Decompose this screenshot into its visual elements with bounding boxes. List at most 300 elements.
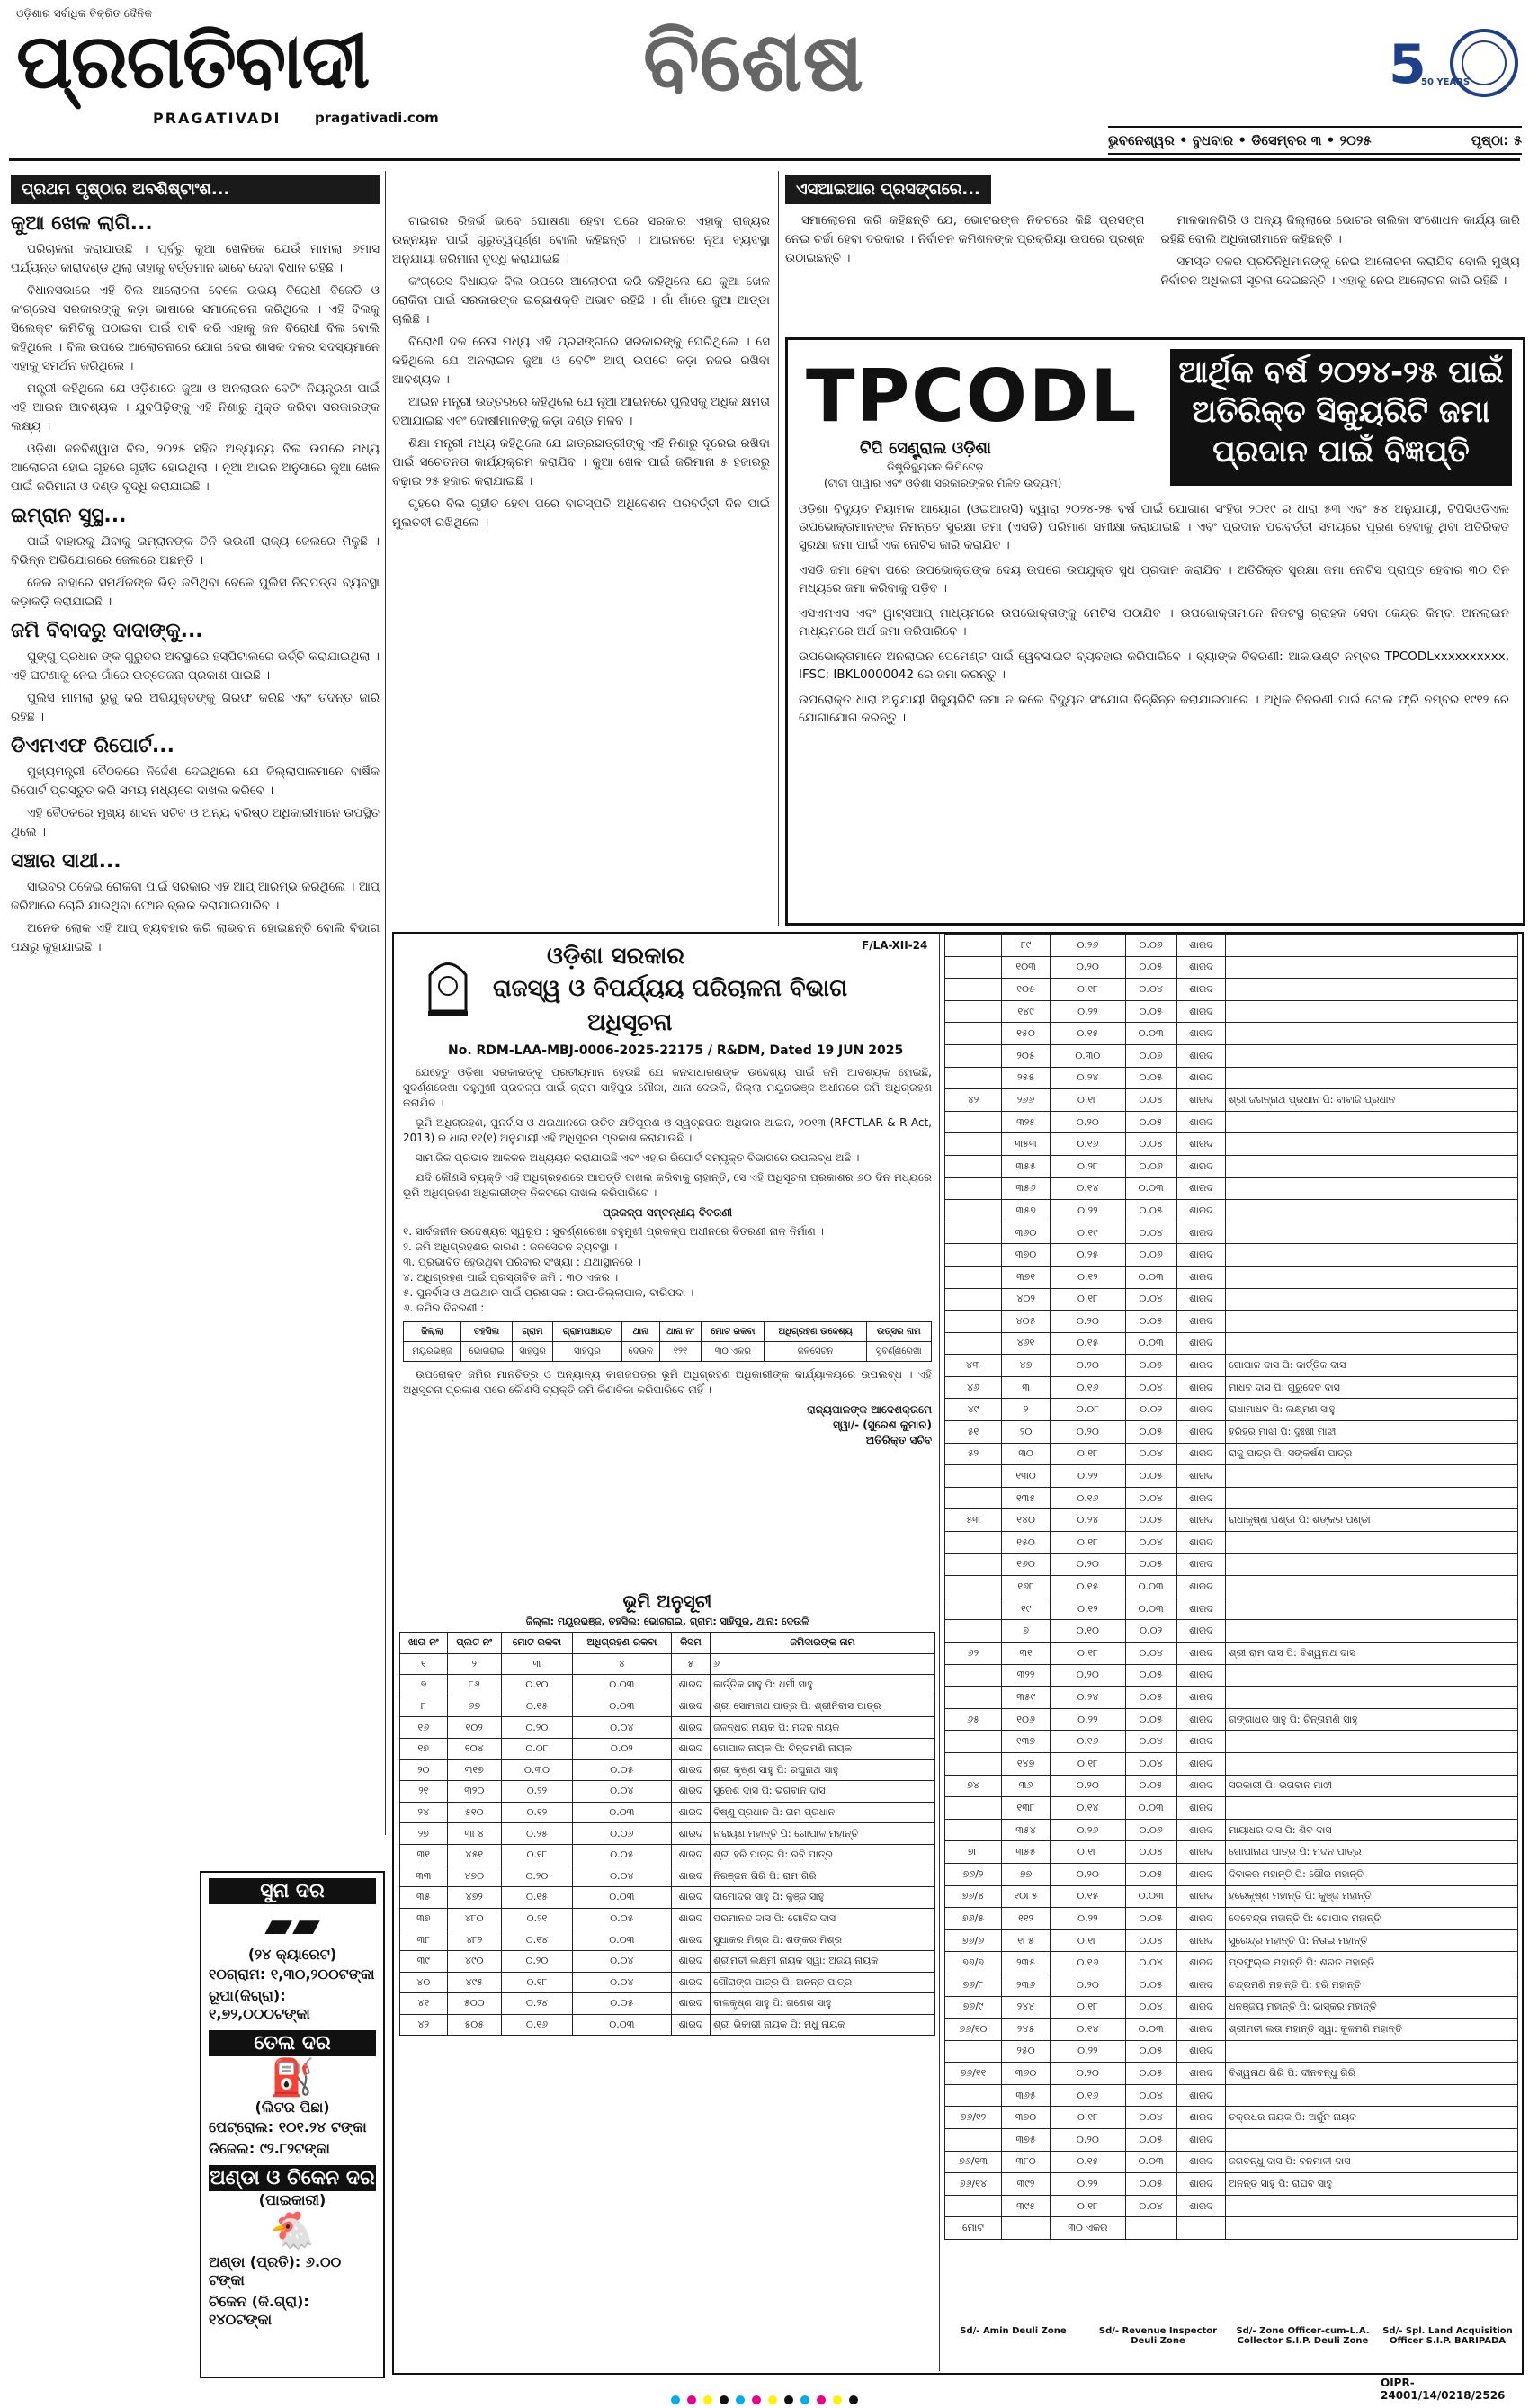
table-row	[945, 2107, 1518, 2129]
table-cell	[1226, 1177, 1518, 1200]
table-cell: ୦.୧୨	[1051, 1266, 1125, 1288]
table-cell: ୦.୦୪	[572, 1972, 671, 1993]
table-cell	[945, 2195, 1002, 2217]
schedule-subtitle: ଜିଲ୍ଲା: ମୟୂରଭଞ୍ଜ, ତହସିଲ: ଭୋଗରାଇ, ଗ୍ରାମ: ସାହିପୁର, ଥାନା: ଦେଉଳି	[525, 1616, 809, 1627]
table-row	[945, 1553, 1518, 1576]
table-cell: ୦.୦୪	[1125, 1996, 1176, 2019]
table-cell: ଶାରଦ	[1176, 2019, 1226, 2041]
government-title: ଓଡ଼ିଶା ସରକାର	[547, 943, 685, 970]
table-cell: ଶାରଦ	[1176, 1421, 1226, 1444]
table-row	[945, 1509, 1518, 1532]
table-cell: ପରମାନନ୍ଦ ଦାସ ପି: ଗୋବିନ୍ଦ ଦାସ	[711, 1908, 935, 1929]
table-cell: ୭୪	[945, 1775, 1002, 1797]
table-row	[400, 1738, 935, 1759]
table-cell	[945, 2040, 1002, 2063]
table-cell	[1226, 1797, 1518, 1820]
table-row	[945, 1443, 1518, 1465]
table-cell: ୭	[1001, 1620, 1050, 1643]
table-cell: ୧୩୮	[1001, 1797, 1050, 1820]
story-continuation-column	[392, 212, 770, 536]
table-cell	[1226, 1311, 1518, 1333]
table-cell: ଶାରଦ	[1176, 956, 1226, 979]
table-cell: ଶାରଦ	[1176, 1974, 1226, 1996]
table-cell: ଶାରଦ	[1176, 1067, 1226, 1089]
table-cell: ଶାରଦ	[1176, 2084, 1226, 2107]
table-cell: ଶାରଦ	[1176, 1222, 1226, 1244]
table-cell: ୩୫୬	[1001, 1177, 1050, 1200]
story-headline: ଇମ୍ରାନ ସୁସ୍ଥ...	[11, 505, 127, 527]
table-cell: ୦.୦୪	[572, 1866, 671, 1887]
table-cell: ଜଳସେଚନ	[764, 1342, 866, 1362]
table-cell: ଶ୍ରୀ ରାମ ଦାସ ପି: ବିଶ୍ୱନାଥ ଦାସ	[1226, 1643, 1518, 1665]
table-cell: ସୁଧାକର ମିଶ୍ର ପି: ଶଙ୍କର ମିଶ୍ର	[711, 1929, 935, 1951]
table-row	[945, 2151, 1518, 2173]
table-cell: ୩୭	[400, 1908, 448, 1929]
table-cell: ୩୯	[400, 1950, 448, 1972]
diesel-rate: ଡିଜେଲ: ୯୨.୮୨ଟଙ୍କା	[209, 2140, 330, 2157]
table-row	[945, 1111, 1518, 1133]
table-cell: ୦.୩୦	[501, 1759, 572, 1781]
table-cell: ୦.୦୫	[572, 1993, 671, 2015]
table-cell: ୪୯୦	[447, 1950, 501, 1972]
table-row	[945, 1797, 1518, 1820]
table-row	[945, 1222, 1518, 1244]
table-cell: ଶାରଦ	[1176, 1664, 1226, 1687]
table-row	[400, 1972, 935, 1993]
table-cell: ଉତ୍ସର ନାମ	[866, 1322, 931, 1342]
table-cell: ମୋଟ	[945, 2217, 1002, 2240]
table-cell	[945, 1133, 1002, 1156]
table-cell: ୦.୧୮	[1051, 1643, 1125, 1665]
table-cell: ୦.୦୨	[1125, 1620, 1176, 1643]
table-row	[945, 1819, 1518, 1841]
table-cell: ୩୮	[400, 1929, 448, 1951]
table-cell: ୩୨୨	[1001, 1664, 1050, 1687]
table-cell: ୦.୨୦	[501, 1866, 572, 1887]
table-cell	[1226, 2217, 1518, 2240]
gold-rate: ୧୦ଗ୍ରାମ: ୧,୩୦,୨୦୦ଟଙ୍କା	[209, 1965, 375, 1983]
table-row	[945, 1576, 1518, 1598]
table-cell: ୩୧୭	[447, 1759, 501, 1781]
table-cell: ୪୦	[400, 1972, 448, 1993]
table-cell	[1226, 1598, 1518, 1620]
table-cell: ୦.୦୫	[1125, 1974, 1176, 1996]
table-cell: ଶାରଦ	[1176, 1487, 1226, 1509]
table-cell: ୦.୧୨	[1051, 1598, 1125, 1620]
notification-paragraph: ଯଦି କୌଣସି ବ୍ୟକ୍ତି ଏହି ଅଧିଗ୍ରହଣରେ ଆପତ୍ତି ଦାଖଲ କରିବାକୁ ଚାହାନ୍ତି, ସେ ଏହି ଅଧିସୂଚନା ପ୍ରକାଶର ୬୦ ଦିନ ମଧ୍ୟରେ ଭୂମି ଅଧିଗ୍ରହଣ ଅଧିକାରୀଙ୍କ ନିକଟରେ ଦାଖଲ କରିପାରିବେ ।	[403, 1171, 932, 1199]
table-cell: ମାୟାଧର ଦାସ ପି: ଶିବ ଦାସ	[1226, 1819, 1518, 1841]
table-row	[945, 1996, 1518, 2019]
table-cell: ଥାନା ନଂ	[659, 1322, 701, 1342]
story-paragraph: ସମସ୍ତ ଦଳର ପ୍ରତିନିଧିମାନଙ୍କୁ ନେଇ ଆଲୋଚନା କରାଯିବ ବୋଲି ମୁଖ୍ୟ ନିର୍ବାଚନ ଅଧିକାରୀ ସୂଚନା ଦେଇଛନ୍ତି । ଏହାକୁ ନେଇ ଆଲୋଚନା ଜାରି ରହିଛି ।	[1160, 255, 1520, 288]
table-cell: ୨୧	[400, 1781, 448, 1803]
table-cell: ଗଙ୍ଗାଧର ସାହୁ ପି: ଚିନ୍ତାମଣି ସାହୁ	[1226, 1708, 1518, 1731]
table-row	[400, 1823, 935, 1845]
table-cell: ୦.୦୫	[572, 1908, 671, 1929]
table-cell: ୦.୦୪	[1125, 1532, 1176, 1554]
table-cell	[945, 1067, 1002, 1089]
notification-number: No. RDM-LAA-MBJ-0006-2025-22175 / R&DM, Dated 19 JUN 2025	[448, 1043, 904, 1058]
table-cell: ୦.୦୫	[1125, 2063, 1176, 2085]
table-cell	[945, 956, 1002, 979]
table-cell: ରାଧାମାଧବ ପି: ଲକ୍ଷ୍ମଣ ସାହୁ	[1226, 1399, 1518, 1421]
table-cell: ୨୫୦	[1001, 2040, 1050, 2063]
table-cell: ଶାରଦ	[1176, 1311, 1226, 1333]
table-cell: ଶାରଦ	[1176, 1752, 1226, 1775]
egg-rate: ଅଣ୍ଡା (ପ୍ରତି): ୬.୦୦ ଟଙ୍କା	[209, 2253, 342, 2288]
table-cell: ୪୭୨	[447, 1887, 501, 1909]
table-cell: ୪୨	[945, 1089, 1002, 1112]
table-cell: ୦.୨୫	[1051, 1244, 1125, 1267]
table-row	[945, 2217, 1518, 2240]
dateline: ଭୁବନେଶ୍ୱର • ବୁଧବାର • ଡିସେମ୍ବର ୩ • ୨୦୨୫	[1108, 132, 1372, 148]
table-cell: ରାଜୁ ପାତ୍ର ପି: ସଙ୍କର୍ଷଣ ପାତ୍ର	[1226, 1443, 1518, 1465]
story-paragraph: ସମାଲୋଚନା କରି କହିଛନ୍ତି ଯେ, ଭୋଟରଙ୍କ ନିକଟରେ କିଛି ପ୍ରସଙ୍ଗ ନେଇ ଚର୍ଚ୍ଚା ହେବା ଦରକାର । ନିର୍ବାଚନ କମିଶନଙ୍କ ପ୍ରକ୍ରିୟା ଉପରେ ପ୍ରଶ୍ନ ଉଠାଇଛନ୍ତି ।	[785, 213, 1145, 265]
table-cell: ୦.୦୪	[1125, 2084, 1176, 2107]
table-row	[400, 1802, 935, 1823]
table-cell: ୨୩୬	[1001, 1974, 1050, 1996]
print-color-bar	[0, 2391, 1529, 2408]
table-cell: ୦.୦୫	[1125, 2173, 1176, 2196]
table-row	[945, 2173, 1518, 2196]
details-heading: ପ୍ରକଳ୍ପ ସମ୍ବନ୍ଧୀୟ ବିବରଣୀ	[603, 1206, 732, 1219]
table-row	[404, 1342, 932, 1362]
table-cell	[1226, 1000, 1518, 1023]
table-cell	[945, 1487, 1002, 1509]
table-cell	[1226, 1687, 1518, 1709]
table-cell: ଶାରଦ	[1176, 1089, 1226, 1112]
chicken-rate: ଚିକେନ (କି.ଗ୍ରା): ୧୪୦ଟଙ୍କା	[209, 2293, 309, 2328]
table-cell: ୦.୨୧	[501, 1908, 572, 1929]
table-cell: ୮	[400, 1696, 448, 1717]
table-cell: ଶାରଦ	[671, 1908, 710, 1929]
table-cell	[945, 1620, 1002, 1643]
table-cell: ୦.୦୩	[1125, 1177, 1176, 1200]
table-cell: ୦.୨୨	[1051, 1000, 1125, 1023]
table-cell: ଶାରଦ	[1176, 2040, 1226, 2063]
story-headline: ଜମି ବିବାଦରୁ ଦାଦାଙ୍କୁ...	[11, 620, 203, 642]
table-cell	[1226, 1023, 1518, 1045]
table-cell: ୦.୦୪	[1125, 979, 1176, 1001]
table-row	[945, 1664, 1518, 1687]
table-cell: ୩୬୦	[1001, 1222, 1050, 1244]
table-cell: ୦.୧୫	[1051, 1576, 1125, 1598]
table-cell: ୩୦ ଏକର	[702, 1342, 764, 1362]
table-row	[945, 1355, 1518, 1377]
table-cell: ୦.୦୩	[572, 1675, 671, 1696]
masthead	[0, 0, 1529, 153]
table-cell: ୦.୧୮	[1051, 979, 1125, 1001]
table-cell	[945, 1222, 1002, 1244]
table-row	[945, 1376, 1518, 1399]
table-cell: ୩୭୫	[1001, 2129, 1050, 2152]
table-cell: ୫୩	[945, 1509, 1002, 1532]
anniversary-text: 50 YEARS	[1421, 77, 1471, 87]
table-cell: ୭୬/୧୪	[945, 2173, 1002, 2196]
table-cell: ୭୬/୪	[945, 1885, 1002, 1908]
table-cell	[945, 1000, 1002, 1023]
table-cell: ୦.୨୦	[1051, 1311, 1125, 1333]
table-cell: ୩୬	[1001, 1775, 1050, 1797]
petrol-rate: ପେଟ୍ରୋଲ: ୧୦୧.୨୪ ଟଙ୍କା	[209, 2118, 367, 2135]
table-cell: ଶାରଦ	[1176, 1553, 1226, 1576]
table-cell: ୭୬/୧୨	[945, 2107, 1002, 2129]
table-cell: ୧୨୧	[659, 1342, 701, 1362]
market-rates-box	[200, 1871, 385, 2378]
detail-item: ୨. ଜମି ଅଧିଗ୍ରହଣର କାରଣ : ଜଳସେଚନ ବ୍ୟବସ୍ଥା ।	[403, 1240, 618, 1253]
table-cell: ୨	[1001, 1399, 1050, 1421]
table-cell: ୭୮	[945, 1841, 1002, 1864]
table-cell: ଗ୍ରାମ	[513, 1322, 553, 1342]
table-cell: ୦.୨୦	[1051, 1974, 1125, 1996]
table-cell	[1226, 1067, 1518, 1089]
table-cell: ଶାରଦ	[1176, 1111, 1226, 1133]
table-cell	[1226, 1155, 1518, 1177]
table-cell	[945, 935, 1002, 957]
table-cell: ୫୦୫	[447, 2014, 501, 2036]
table-cell: ୧୫୦	[1001, 1023, 1050, 1045]
table-cell: ଶାରଦ	[1176, 1509, 1226, 1532]
signatory: Sd/- Revenue Inspector Deuli Zone	[1098, 2326, 1218, 2346]
table-cell: ୨୪୪	[1001, 1996, 1050, 2019]
table-cell: ୦.୧୪	[501, 1929, 572, 1951]
tpcodl-banner: ଆର୍ଥିକ ବର୍ଷ ୨୦୨୪-୨୫ ପାଇଁ ଅତିରିକ୍ତ ସିକ୍ୟୁରିଟି ଜମା ପ୍ରଦାନ ପାଇଁ ବିଜ୍ଞପ୍ତି	[1170, 349, 1512, 486]
table-cell: ୩୫୫	[1001, 1155, 1050, 1177]
table-cell: ଶାରଦ	[1176, 1200, 1226, 1222]
table-cell	[945, 1044, 1002, 1067]
table-cell: ୧୦୨	[447, 1717, 501, 1739]
table-cell: ଶାରଦ	[671, 1887, 710, 1909]
sir-story	[785, 175, 1520, 291]
table-row	[945, 1731, 1518, 1753]
svg-text:5: 5	[1389, 33, 1426, 96]
table-cell: ୦.୦୪	[1125, 1643, 1176, 1665]
table-cell: ୦.୦୫	[1125, 1311, 1176, 1333]
story-paragraph: ମୁଖ୍ୟମନ୍ତ୍ରୀ ବୈଠକରେ ନିର୍ଦ୍ଦେଶ ଦେଇଥିଲେ ଯେ ଜିଲ୍ଲାପାଳମାନେ ବାର୍ଷିକ ରିପୋର୍ଟ ପ୍ରସ୍ତୁତ କରି ସମୟ ମଧ୍ୟରେ ଦାଖଲ କରିବେ ।	[11, 765, 380, 798]
table-cell	[1226, 1266, 1518, 1288]
table-cell: ୦.୦୫	[1125, 1908, 1176, 1930]
table-cell: ଶାରଦ	[1176, 1155, 1226, 1177]
table-cell: ୦.୧୦	[1051, 1620, 1125, 1643]
table-cell: ୭	[400, 1675, 448, 1696]
table-cell: ରାଧାକୃଷ୍ଣ ପଣ୍ଡା ପି: ଶଙ୍କର ପଣ୍ଡା	[1226, 1509, 1518, 1532]
table-cell	[945, 1731, 1002, 1753]
table-row	[945, 1044, 1518, 1067]
table-row	[945, 1332, 1518, 1355]
land-schedule	[399, 1590, 935, 2036]
table-cell: ଶାରଦ	[1176, 1133, 1226, 1156]
table-cell: ୦.୦୪	[1125, 1952, 1176, 1974]
table-cell: ଶ୍ରୀମତୀ ଲତା ମହାନ୍ତି ସ୍ୱା: କୁଳମଣି ମହାନ୍ତି	[1226, 2019, 1518, 2041]
table-cell: ୦.୦୩	[1125, 1332, 1176, 1355]
table-cell: ଥାନା	[621, 1322, 659, 1342]
table-cell: ୦.୧୮	[501, 1844, 572, 1866]
detail-item: ୩. ପ୍ରଭାବିତ ହେଉଥିବା ପରିବାର ସଂଖ୍ୟା : ଯଥାସ୍ଥାନରେ ।	[403, 1256, 642, 1268]
table-cell: ୬	[711, 1653, 935, 1675]
notification-divider	[939, 934, 940, 2371]
table-row	[945, 1974, 1518, 1996]
tpcodl-company: ଟିପି ସେଣ୍ଟ୍ରାଲ ଓଡ଼ିଶା	[860, 439, 992, 458]
table-cell: ୧୦୬	[1001, 1708, 1050, 1731]
signatory: Sd/- Spl. Land Acquisition Officer S.I.P. BARIPADA	[1382, 2326, 1513, 2346]
table-cell: ୦.୦୬	[1125, 1155, 1176, 1177]
page-number: ପୃଷ୍ଠା: ୫	[1471, 132, 1522, 148]
table-cell: ୩୧	[1001, 1643, 1050, 1665]
table-cell: ୪୯୫	[447, 1972, 501, 1993]
table-cell: ୦.୦୫	[1125, 1200, 1176, 1222]
table-cell: ୩୭୦	[1001, 1244, 1050, 1267]
table-cell: ୦.୦୮	[1051, 1399, 1125, 1421]
table-cell: ୫୨	[945, 1443, 1002, 1465]
column-divider	[385, 171, 386, 1835]
table-cell: ଶାରଦ	[1176, 1355, 1226, 1377]
table-cell: ୦.୦୬	[1125, 1244, 1176, 1267]
table-cell: ୦.୨୦	[1051, 1775, 1125, 1797]
table-cell: ୦.୦୫	[1125, 1000, 1176, 1023]
story-paragraph: ପୁଲିସ ମାମଲା ରୁଜୁ କରି ଅଭିଯୁକ୍ତଙ୍କୁ ଗିରଫ କରିଛି ଏବଂ ତଦନ୍ତ ଜାରି ରହିଛି ।	[11, 691, 380, 724]
table-cell: ୪୦୫	[1001, 1311, 1050, 1333]
oipr-code: OIPR-24001/14/0218/2526	[1381, 2377, 1506, 2402]
table-cell: ୦.୦୫	[1125, 2129, 1176, 2152]
table-cell: ୩୬୫	[1001, 2084, 1050, 2107]
table-cell: ଗୌରାଙ୍ଗ ପାତ୍ର ପି: ଅନନ୍ତ ପାତ୍ର	[711, 1972, 935, 1993]
table-row	[945, 1000, 1518, 1023]
table-cell: ୩୨୫	[1001, 1111, 1050, 1133]
table-cell: ୦.୦୫	[1125, 1509, 1176, 1532]
table-cell: ୧୩୦	[1001, 1465, 1050, 1488]
table-cell: ୫୧	[945, 1421, 1002, 1444]
table-cell: ୦.୦୪	[1125, 1288, 1176, 1311]
table-row	[945, 1266, 1518, 1288]
table-cell: ୭୬/୧୦	[945, 2019, 1002, 2041]
table-row	[945, 979, 1518, 1001]
department-title: ରାଜସ୍ୱ ଓ ବିପର୍ଯ୍ୟୟ ପରିଚାଳନା ବିଭାଗ	[493, 975, 848, 1002]
table-cell	[1226, 1133, 1518, 1156]
story-paragraph: ଘୁଙ୍ଗୁ ପ୍ରଧାନ ଙ୍କ ଗୁରୁତର ଅବସ୍ଥାରେ ହସ୍ପିଟାଲରେ ଭର୍ତ୍ତି କରାଯାଇଥିଲା । ଏହି ଘଟଣାକୁ ନେଇ ଗାଁରେ ଉତ୍ତେଜନା ପ୍ରକାଶ ପାଇଛି ।	[11, 649, 380, 683]
table-cell: ୦.୧୪	[1051, 2019, 1125, 2041]
table-cell: ଶାରଦ	[671, 1717, 710, 1739]
table-row	[945, 1643, 1518, 1665]
table-cell: ୦.୦୩	[572, 1696, 671, 1717]
table-row	[945, 1311, 1518, 1333]
story-paragraph: ପାଇଁ ବାହାରକୁ ଯିବାକୁ ଇମ୍ରାନଙ୍କ ତିନି ଭଉଣୀ ରାଜ୍ୟ ଜେଲରେ ମିଳୁଛି । ବିଭିନ୍ନ ଅଭିଯୋଗରେ ଜେଲରେ ଅଛନ୍ତି ।	[11, 534, 380, 568]
table-cell: ୦.୦୩	[1125, 2151, 1176, 2173]
table-cell: ୦.୦୬	[1125, 935, 1176, 957]
table-cell: ୦.୧୮	[1051, 2107, 1125, 2129]
table-cell: ଶାରଦ	[1176, 1000, 1226, 1023]
table-row	[945, 1687, 1518, 1709]
table-cell: ଶାରଦ	[671, 1972, 710, 1993]
table-cell: ୦.୦୪	[1125, 1752, 1176, 1775]
table-cell: ୪୭୦	[447, 1866, 501, 1887]
table-cell: ଦେଉଳି	[621, 1342, 659, 1362]
story-paragraph: ପରିଚାଳନା କରାଯାଉଛି । ପୂର୍ବରୁ କୁଆ ଖେଳିକେ ଯେଉଁ ମାମଲା ୬ମାସ ପର୍ଯ୍ୟନ୍ତ କାରାଦଣ୍ଡ ଥିଲା ତାହାକୁ ବର୍ତ୍ତମାନ ଭାବେ ଦେବା ବିଧାନ ରହିଛି ।	[11, 242, 380, 275]
table-header-row	[400, 1633, 935, 1654]
table-cell: ୭୬/୨	[945, 1863, 1002, 1885]
table-row	[400, 1950, 935, 1972]
table-cell: ଶାରଦ	[1176, 1576, 1226, 1598]
registration-mark	[833, 2395, 842, 2404]
table-cell: ୩୮୦	[1001, 2151, 1050, 2173]
registration-mark	[671, 2395, 680, 2404]
table-cell: ୩୭୧	[1001, 1266, 1050, 1288]
table-row	[400, 2014, 935, 2036]
table-cell: ୦.୧୨	[501, 1802, 572, 1823]
gold-rate-subtitle: (୨୪ କ୍ୟାରେଟ)	[247, 1946, 337, 1963]
table-cell: ଶାରଦ	[1176, 1885, 1226, 1908]
table-cell: ଗ୍ରାମପଞ୍ଚାୟତ	[553, 1322, 622, 1342]
table-row	[945, 1863, 1518, 1885]
table-cell: ୦.୦୫	[572, 1759, 671, 1781]
notification-paragraph: ଯେହେତୁ ଓଡ଼ିଶା ସରକାରଙ୍କୁ ପ୍ରତୀୟମାନ ହେଉଛି ଯେ ଜନସାଧାରଣଙ୍କ ଉଦ୍ଦେଶ୍ୟ ପାଇଁ ଜମି ଆବଶ୍ୟକ ହୋଇଛି, ସୁବର୍ଣ୍ଣରେଖା ବହୁମୁଖୀ ପ୍ରକଳ୍ପ ପାଇଁ ଗ୍ରାମ ସାହିପୁର ମୌଜା, ଥାନା ଦେଉଳି, ଜିଲ୍ଲା ମୟୂରଭଞ୍ଜ ଅଧୀନରେ ଜମି ଅଧିଗ୍ରହଣ କରାଯିବ ।	[403, 1066, 932, 1109]
table-cell	[1226, 1620, 1518, 1643]
table-row	[945, 1288, 1518, 1311]
story-paragraph: ଅନେକ ଲୋକ ଏହି ଆପ୍ ବ୍ୟବହାର କରି ଲାଭବାନ ହୋଇଛନ୍ତି ବୋଲି ବିଭାଗ ପକ୍ଷରୁ କୁହାଯାଇଛି ।	[11, 921, 380, 954]
table-cell: ଶାରଦ	[1176, 1863, 1226, 1885]
website-link[interactable]: pragativadi.com	[315, 110, 439, 126]
egg-chicken-title: ଅଣ୍ଡା ଓ ଚିକେନ ଦର	[210, 2167, 375, 2189]
table-cell	[1226, 1222, 1518, 1244]
table-cell: ୩	[501, 1653, 572, 1675]
land-acquisition-notification	[392, 932, 1524, 2375]
table-cell: ୫୦୦	[447, 1993, 501, 2015]
table-row	[400, 1908, 935, 1929]
table-cell	[945, 1200, 1002, 1222]
table-cell: ୦.୧୫	[501, 1696, 572, 1717]
table-cell	[1226, 2040, 1518, 2063]
table-cell: ଶାରଦ	[671, 1844, 710, 1866]
table-cell: ଶାରଦ	[671, 1696, 710, 1717]
table-row	[945, 1752, 1518, 1775]
table-cell: ଶାରଦ	[671, 1950, 710, 1972]
table-cell: ଶାରଦ	[1176, 2129, 1226, 2152]
story-paragraph: ଜେଲ ବାହାରେ ସମର୍ଥକଙ୍କ ଭିଡ଼ ଜମିଥିବା ବେଳେ ପୁଲିସ ନିରାପତ୍ତା ବ୍ୟବସ୍ଥା କଡ଼ାକଡ଼ି କରାଯାଇଛି ।	[11, 576, 380, 609]
newspaper-logo[interactable]: ପ୍ରଗତିବାଦୀ	[16, 16, 369, 105]
table-cell: ସରକାରୀ ପି: ଭଗବାନ ମାଝୀ	[1226, 1775, 1518, 1797]
table-cell: ୦.୦୨	[572, 1738, 671, 1759]
table-cell: ୦.୧୮	[1051, 1089, 1125, 1112]
story-headline: ଡିଏମଏଫ ରିପୋର୍ଟ...	[11, 735, 174, 757]
table-cell: ଶାରଦ	[1176, 1332, 1226, 1355]
table-cell: ଶାରଦ	[1176, 1731, 1226, 1753]
table-cell: ୦.୦୩	[1125, 2019, 1176, 2041]
table-cell	[1226, 2084, 1518, 2107]
chicken-egg-icon: 🐔	[270, 2210, 315, 2251]
table-cell: ୦.୦୪	[1125, 1929, 1176, 1952]
table-cell: ୬୨	[945, 1643, 1002, 1665]
table-cell: ୩୭୦	[1001, 2107, 1050, 2129]
table-cell: ୩୫୫	[1001, 1841, 1050, 1864]
registration-mark	[687, 2395, 696, 2404]
table-cell	[945, 1111, 1002, 1133]
table-cell: ୦.୧୬	[501, 2014, 572, 2036]
table-cell: ଜିଲ୍ଲା	[404, 1322, 461, 1342]
table-row	[945, 2129, 1518, 2152]
table-cell: ୪୦୨	[1001, 1288, 1050, 1311]
table-cell: ୭୬/୧୩	[945, 2151, 1002, 2173]
table-cell: ହରେକୃଷ୍ଣ ମହାନ୍ତି ପି: କୁଞ୍ଜ ମହାନ୍ତି	[1226, 1885, 1518, 1908]
table-cell: ୦.୦୫	[1125, 1111, 1176, 1133]
table-cell: ୭୬/୫	[945, 1908, 1002, 1930]
table-cell: ୨୫୫	[1001, 1067, 1050, 1089]
table-cell: ମୋଟ ରକବା	[702, 1322, 764, 1342]
table-cell: ଚନ୍ଦ୍ରମଣି ମହାନ୍ତି ପି: ହରି ମହାନ୍ତି	[1226, 1974, 1518, 1996]
detail-item: ୪. ଅଧିଗ୍ରହଣ ପାଇଁ ପ୍ରସ୍ତାବିତ ଜମି : ୩୦ ଏକର ।	[403, 1271, 619, 1284]
table-cell: ଶାରଦ	[671, 2014, 710, 2036]
table-cell: ୦.୦୩	[572, 2014, 671, 2036]
table-cell: ୦.୨୬	[1051, 935, 1125, 957]
table-cell: ୦.୦୫	[1125, 2040, 1176, 2063]
